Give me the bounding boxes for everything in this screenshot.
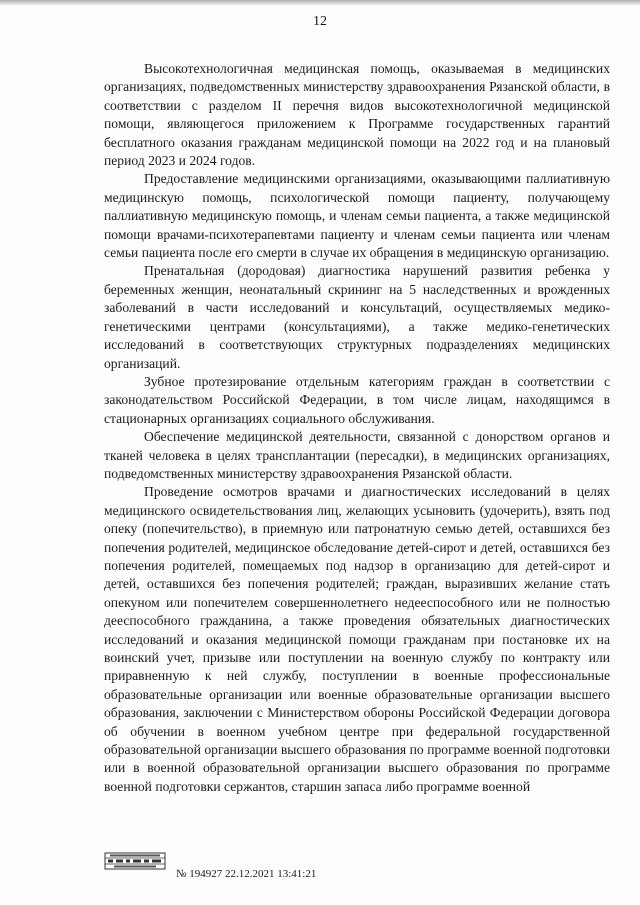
paragraph-high-tech-care: Высокотехнологичная медицинская помощь, оказываемая в медицинских организациях, подведомственных министерству здравоохранения Рязанской области, в соответствии с разделом II перечня видов высокотехнологичной медицинской помощи, являющегося приложением к Программе государственных гарантий бесплатного оказания гражданам медицинской помощи на 2022 год и на плановый период 2023 и 2024 годов. — [104, 61, 610, 169]
paragraph-prenatal-diagnostics: Пренатальная (дородовая) диагностика нарушений развития ребенка у беременных женщин, неонатальный скрининг на 5 наследственных и врожденных заболеваний в части исследований и консультаций, осуществляемых медико-генетическими центрами (консультациями), а также медико-генетических исследований в соответствующих структурных подразделениях медицинских организаций. — [104, 263, 610, 371]
page-number: 12 — [313, 14, 327, 29]
footer — [104, 850, 364, 886]
paragraph-organ-donation: Обеспечение медицинской деятельности, связанной с донорством органов и тканей человека в целях трансплантации (пересадки), в медицинских организациях, подведомственных министерству здравоохранения Рязанской области. — [104, 429, 610, 481]
document-body — [104, 60, 610, 796]
paragraph-palliative-care: Предоставление медицинскими организациями, оказывающими паллиативную медицинскую помощь, психологической помощи пациенту, получающему паллиативную медицинскую помощь, и членам семьи пациента, а также медицинской помощи врачами-психотерапевтами пациенту и членам семьи пациента или членам семьи пациента после его смерти в случае их обращения в медицинскую организацию. — [104, 171, 610, 261]
registry-stamp-icon — [104, 852, 166, 870]
document-registration-number: № 194927 22.12.2021 13:41:21 — [176, 868, 317, 880]
scan-edge — [0, 0, 640, 6]
paragraph-dental-prosthetics: Зубное протезирование отдельным категориям граждан в соответствии с законодательством Российской Федерации, в том числе лицам, находящимся в стационарных организациях социального обслуживания. — [104, 373, 610, 426]
paragraph-medical-examinations: Проведение осмотров врачами и диагностических исследований в целях медицинского освидетельствования лиц, желающих усыновить (удочерить), взять под опеку (попечительство), в приемную или патронатную семью детей, оставшихся без попечения родителей, медицинское обследование детей-сирот и детей, оставшихся без попечения родителей, помещаемых под надзор в организацию для детей-сирот и детей, оставшихся без попечения родителей; граждан, выразивших желание стать опекуном или попечителем совершеннолетнего недееспособного или не полностью дееспособного гражданина, а также проведения обязательных диагностических исследований и оказания медицинской помощи гражданам при постановке их на воинский учет, призыве или поступлении на военную службу по контракту или приравненную к ней службу, поступлении в военные профессиональные образовательные организации или военные образовательные организации высшего образования, заключении с Министерством обороны Российской Федерации договора об обучении в военном учебном центре при федеральной государственной образовательной организации высшего образования по программе военной подготовки или в военной образовательной организации высшего образования по программе военной подготовки сержантов, старшин запаса либо программе военной — [104, 484, 610, 794]
